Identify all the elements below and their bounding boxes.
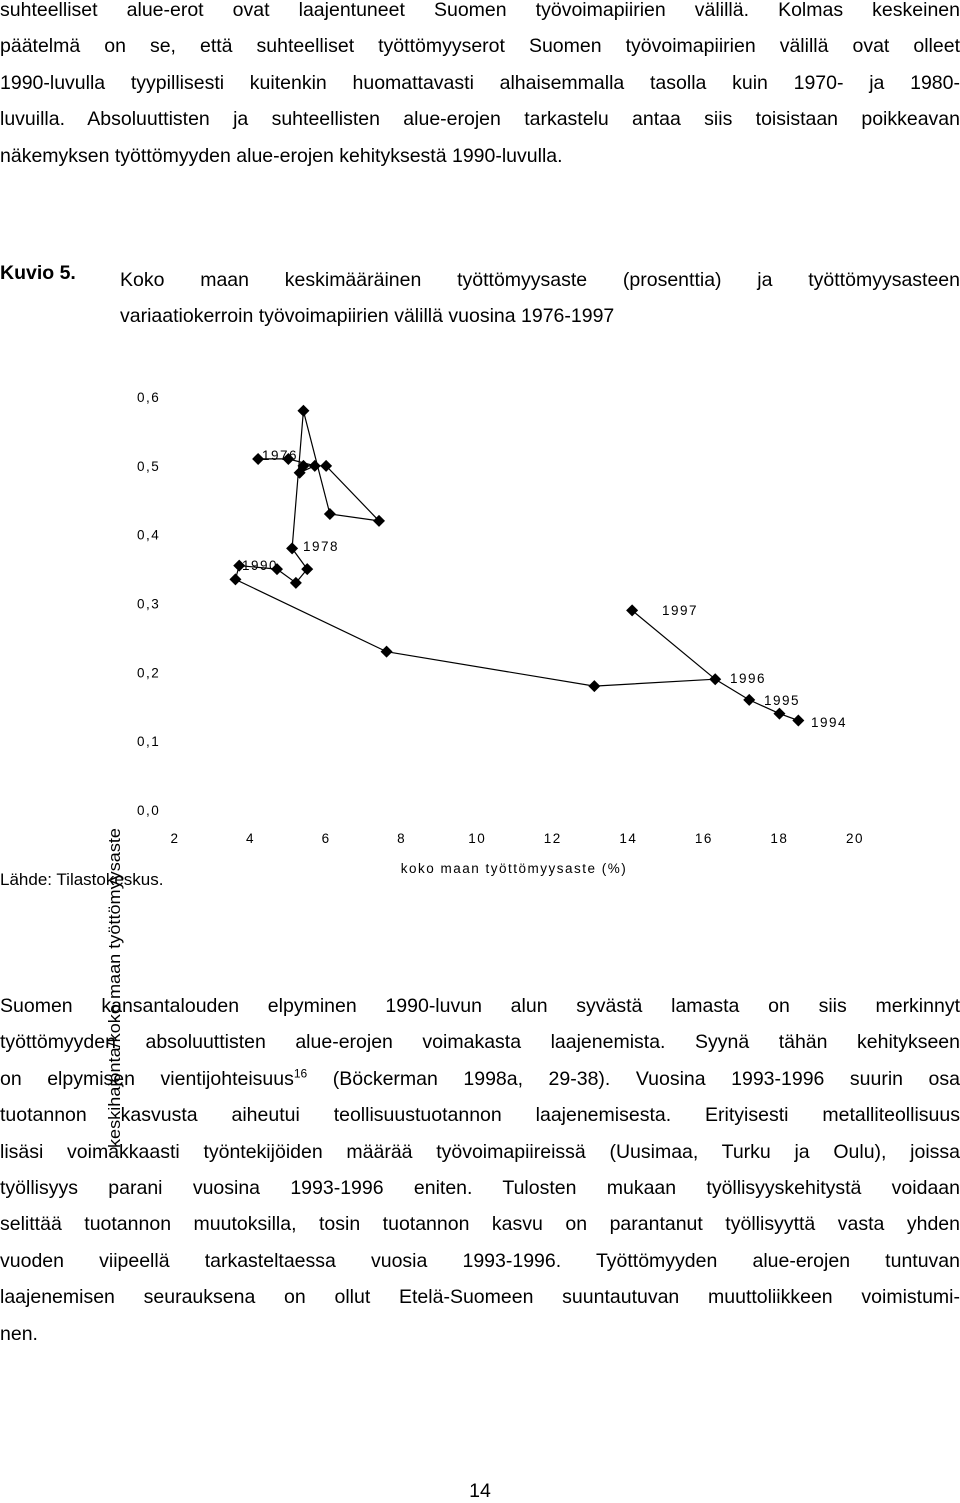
point-label: 1997 [662,603,699,618]
point-label: 1976 [262,448,299,463]
y-tick-label: 0,3 [137,596,161,612]
text-line: työllisyys parani vuosina 1993‑1996 eniten. Tulosten mukaan työllisyyskehitystä voidaan [0,1177,960,1200]
data-point [297,405,309,417]
text-line: vuoden viipeellä tarkasteltaessa vuosia 1993‑1996. Työttömyyden alue-erojen tuntuvan [0,1249,960,1272]
data-point [588,680,600,692]
x-tick-label: 20 [845,831,865,846]
x-tick-label: 8 [397,831,407,846]
figure-caption [120,262,960,334]
figure-caption-line: Koko maan keskimääräinen työttömyysaste (prosenttia) ja työttömyysasteen [120,269,960,291]
x-tick-label: 14 [619,831,638,846]
text-line [0,1061,960,1097]
point-labels [242,448,847,730]
y-axis-label: keskihajonta/koko maan työttömyysaste [105,847,124,1148]
text-line: suhteelliset alue-erot ovat laajentuneet Suomen työvoimapiirien välillä. Kolmas keskeinen [0,0,960,21]
point-label: 1996 [730,671,767,686]
y-tick-label: 0,2 [137,665,161,681]
x-tick-label: 18 [770,831,789,846]
figure-label: Kuvio 5. [0,262,76,284]
text-line: 1990-luvulla tyypillisesti kuitenkin huomattavasti alhaisemmalla tasolla kuin 1970- ja 1980- [0,71,960,94]
data-point [381,646,393,658]
y-tick-label: 0,0 [137,803,161,818]
text-line: laajenemisen seurauksena on ollut Etelä-Suomeen suuntautuvan muuttoliikkeen voimistumi- [0,1286,960,1309]
text-line: tuotannon kasvusta aiheutui teollisuustuotannon laajenemisesta. Erityisesti metalliteollisuus [0,1104,960,1127]
series-line [632,610,715,679]
text-line: näkemyksen työttömyyden alue-erojen kehityksestä 1990-luvulla. [0,144,563,167]
y-tick-label: 0,1 [137,734,161,750]
data-point [229,573,241,585]
figure-caption-line: variaatiokerroin työvoimapiirien välillä vuosina 1976‑1997 [120,305,615,327]
data-point [792,715,804,727]
y-tick-label: 0,5 [137,458,161,474]
x-ticks [170,831,864,846]
footnote-ref: 16 [293,1066,308,1081]
x-tick-label: 10 [468,831,487,846]
point-label: 1995 [764,693,801,708]
x-tick-label: 4 [246,831,256,846]
series-lines [235,411,801,721]
text-line: luvuilla. Absoluuttisten ja suhteellisten alue-erojen tarkastelu antaa siis toisistaan poikkeavan [0,108,960,131]
text-line: nen. [0,1322,38,1345]
data-point [743,694,755,706]
page-number: 14 [469,1480,491,1502]
x-tick-label: 2 [170,831,180,846]
text-fragment: on elpymisen vientijohteisuus [0,1067,294,1090]
paragraph-bottom [0,988,960,1352]
figure-source: Lähde: Tilastokeskus. [0,870,164,889]
series-line [235,411,801,721]
markers [229,405,804,727]
data-point [286,542,298,554]
y-tick-label: 0,4 [137,527,161,543]
text-line: Suomen kansantalouden elpyminen 1990-luvun alun syvästä lamasta on siis merkinnyt [0,995,960,1017]
x-tick-label: 6 [321,831,331,846]
text-line: lisäsi voimakkaasti työntekijöiden määrää työvoimapiireissä (Uusimaa, Turku ja Oulu), joissa [0,1140,960,1163]
text-line: selittää tuotannon muutoksilla, tosin tuotannon kasvu on parantanut työllisyyttä vasta yhden [0,1213,960,1236]
text-line: työttömyyden absoluuttisten alue-erojen voimakasta laajenemista. Syynä tähän kehitykseen [0,1031,960,1054]
x-tick-label: 16 [694,831,713,846]
data-point [324,508,336,520]
y-ticks [137,390,160,818]
y-tick-label: 0,6 [137,390,161,405]
point-label: 1990 [242,558,279,573]
text-fragment: (Böckerman 1998a, 29‑38). Vuosina 1993‑1996 suurin osa [307,1067,960,1090]
point-label: 1994 [811,715,848,730]
point-label: 1978 [303,539,340,554]
paragraph-top [0,0,960,174]
text-line: päätelmä on se, että suhteelliset työttömyyserot Suomen työvoimapiirien välillä ovat olleet [0,35,960,58]
data-point [773,708,785,720]
x-tick-label: 12 [543,831,562,846]
x-axis-label: koko maan työttömyysaste (%) [400,861,628,876]
